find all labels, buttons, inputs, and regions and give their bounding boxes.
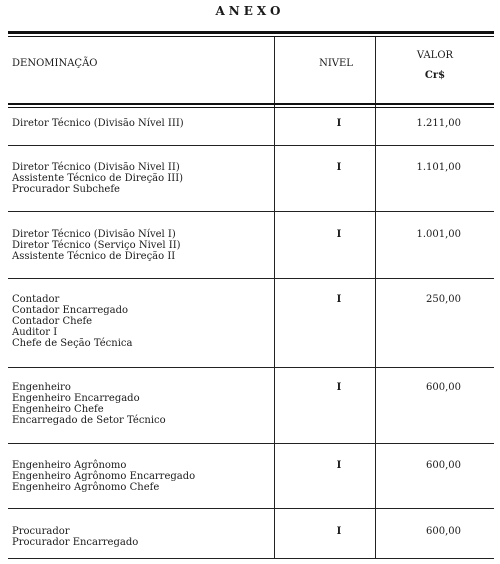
role-name: Diretor Técnico (Divisão Nível III) — [12, 118, 184, 129]
top-rule-thin — [8, 36, 494, 37]
row-denominacao — [12, 229, 181, 262]
row-valor: 600,00 — [426, 526, 461, 537]
row-denominacao — [12, 118, 184, 129]
row-separator — [8, 508, 494, 509]
row-denominacao — [12, 382, 166, 426]
row-valor: 1.101,00 — [416, 162, 461, 173]
row-separator — [8, 211, 494, 212]
row-nivel: I — [336, 294, 342, 305]
role-name: Assistente Técnico de Direção II — [12, 251, 176, 262]
header-denominacao: DENOMINAÇÃO — [12, 58, 98, 69]
role-name: Encarregado de Setor Técnico — [12, 415, 166, 426]
row-nivel: I — [336, 162, 342, 173]
role-name: Engenheiro Encarregado — [12, 393, 140, 404]
row-valor: 600,00 — [426, 382, 461, 393]
role-name: Diretor Técnico (Serviço Nivel II) — [12, 240, 181, 251]
role-name: Contador — [12, 294, 60, 305]
row-valor: 1.211,00 — [416, 118, 461, 129]
header-valor-group — [376, 46, 494, 86]
top-rule-thick — [8, 31, 494, 34]
role-name: Procurador Encarregado — [12, 537, 139, 548]
header-nivel: NIVEL — [319, 58, 353, 69]
role-name: Assistente Técnico de Direção III) — [12, 173, 184, 184]
row-denominacao — [12, 162, 183, 195]
row-nivel: I — [336, 229, 342, 240]
row-separator — [8, 145, 494, 146]
row-nivel: I — [336, 382, 342, 393]
role-name: Procurador — [12, 526, 70, 537]
role-name: Auditor I — [12, 327, 58, 338]
role-name: Procurador Subchefe — [12, 184, 120, 195]
header-valor: VALOR — [416, 50, 454, 61]
role-name: Engenheiro Agrônomo Chefe — [12, 482, 160, 493]
role-name: Diretor Técnico (Divisão Nivel II) — [12, 162, 180, 173]
row-valor: 600,00 — [426, 460, 461, 471]
role-name: Contador Encarregado — [12, 305, 129, 316]
row-separator — [8, 367, 494, 368]
role-name: Diretor Técnico (Divisão Nível I) — [12, 229, 176, 240]
row-separator — [8, 443, 494, 444]
row-denominacao — [12, 460, 195, 493]
role-name: Engenheiro Agrônomo Encarregado — [12, 471, 196, 482]
row-nivel: I — [336, 460, 342, 471]
row-denominacao — [12, 526, 138, 548]
header-currency: Cr$ — [424, 70, 446, 81]
row-denominacao — [12, 294, 132, 349]
row-valor: 250,00 — [426, 294, 461, 305]
row-valor: 1.001,00 — [416, 229, 461, 240]
header-rule-thick — [8, 103, 494, 105]
role-name: Chefe de Seção Técnica — [12, 338, 133, 349]
role-name: Engenheiro Agrônomo — [12, 460, 127, 471]
role-name: Engenheiro — [12, 382, 71, 393]
row-nivel: I — [336, 118, 342, 129]
row-separator — [8, 278, 494, 279]
header-rule-thin — [8, 107, 494, 108]
bottom-rule — [8, 558, 494, 559]
role-name: Engenheiro Chefe — [12, 404, 104, 415]
document-title: ANEXO — [215, 4, 285, 18]
row-nivel: I — [336, 526, 342, 537]
role-name: Contador Chefe — [12, 316, 93, 327]
